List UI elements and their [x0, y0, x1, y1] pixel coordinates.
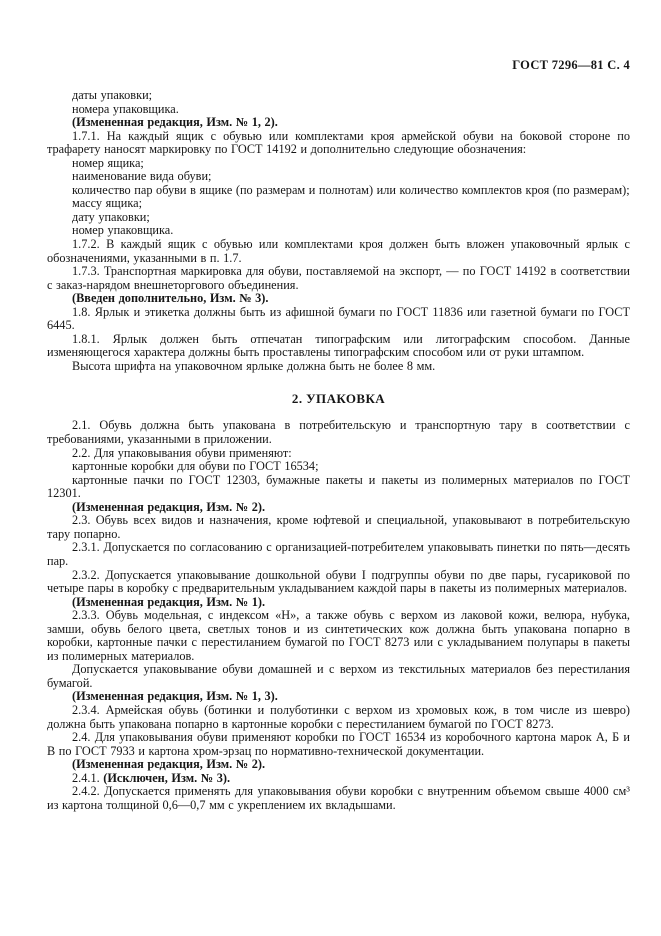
page-header: ГОСТ 7296—81 С. 4 [512, 58, 630, 72]
paragraph: картонные коробки для обуви по ГОСТ 16534; [72, 459, 319, 474]
document-content [47, 89, 630, 812]
paragraph: номер ящика; [72, 155, 144, 170]
paragraph: Высота шрифта на упаковочном ярлыке должна быть не более 8 мм. [72, 358, 436, 373]
paragraph: 1.8. Ярлык и этикетка должны быть из афишной бумаги по ГОСТ 11836 или газетной бумаги по ГОСТ 6445. [47, 304, 630, 333]
paragraph: наименование вида обуви; [72, 169, 212, 184]
amendment-note: (Измененная редакция, Изм. № 2). [72, 499, 266, 514]
paragraph: 2.3.3. Обувь модельная, с индексом «Н», а также обувь с верхом из лаковой кожи, велюра, нубука, замши, обувь белого цвета, светлых тонов и из синтетических кож должна быть упакована попарно в коробки, картонные пачки с перестиланием бумагой по ГОСТ 8273 или с укладыванием полупары в пакеты из полимерных материалов. [47, 608, 630, 663]
paragraph: картонные пачки по ГОСТ 12303, бумажные пакеты и пакеты из полимерных материалов по ГОСТ 12301. [47, 472, 630, 501]
amendment-note: (Введен дополнительно, Изм. № 3). [72, 291, 269, 306]
paragraph: 2.4.2. Допускается применять для упаковывания обуви коробки с внутренним объемом свыше 4000 см³ из картона толщиной 0,6—0,7 мм с укреплением их вкладышами. [47, 784, 630, 812]
paragraph: Допускается упаковывание обуви домашней и с верхом из текстильных материалов без перестилания бумагой. [47, 662, 630, 690]
section-heading: 2. УПАКОВКА [291, 391, 386, 407]
paragraph [47, 772, 630, 786]
paragraph: 2.1. Обувь должна быть упакована в потребительскую и транспортную тару в соответствии с требованиями, указанными в приложении. [47, 418, 630, 447]
paragraph: 1.8.1. Ярлык должен быть отпечатан типографским или литографским способом. Данные изменяющегося характера должны быть проставлены типографским способом или от руки штампом. [47, 331, 630, 360]
amendment-note: (Исключен, Изм. № 3). [103, 770, 231, 785]
paragraph: 2.4. Для упаковывания обуви применяют коробки по ГОСТ 16534 из коробочного картона марок А, Б и В по ГОСТ 7933 и картона хром-эрзац по нормативно-технической документации. [47, 730, 630, 758]
paragraph: 2.2. Для упаковывания обуви применяют: [72, 445, 292, 460]
paragraph: массу ящика; [72, 196, 143, 211]
amendment-note: (Измененная редакция, Изм. № 2). [72, 757, 266, 772]
paragraph: 1.7.2. В каждый ящик с обувью или комплектами кроя должен быть вложен упаковочный ярлык с обозначениями, указанными в п. 1.7. [47, 237, 630, 265]
paragraph: количество пар обуви в ящике (по размерам и полнотам) или количество комплектов кроя (по размерам); [72, 182, 630, 197]
paragraph: 1.7.3. Транспортная маркировка для обуви, поставляемой на экспорт, — по ГОСТ 14192 в соответствии с заказ-нарядом внешнеторгового объединения. [47, 264, 630, 292]
paragraph: дату упаковки; [72, 209, 150, 224]
paragraph: 2.3.2. Допускается упаковывание дошкольной обуви I подгруппы обуви по две пары, гусариковой по четыре пары в коробку с предварительным укладыванием каждой пары в пакеты из полимерных материалов. [47, 567, 630, 596]
paragraph: номер упаковщика. [72, 223, 174, 238]
clause-number: 2.4.1. [72, 770, 104, 785]
amendment-note: (Измененная редакция, Изм. № 1, 2). [72, 115, 278, 130]
paragraph: номера упаковщика. [72, 101, 179, 116]
paragraph: даты упаковки; [72, 88, 153, 102]
paragraph: 1.7.1. На каждый ящик с обувью или комплектами кроя армейской обуви на боковой стороне по трафарету наносят маркировку по ГОСТ 14192 и дополнительно следующие обозначения: [47, 128, 630, 157]
paragraph: 2.3.1. Допускается по согласованию с организацией-потребителем упаковывать пинетки по пять—десять пар. [47, 540, 630, 568]
amendment-note: (Измененная редакция, Изм. № 1). [72, 594, 266, 609]
amendment-note: (Измененная редакция, Изм. № 1, 3). [72, 689, 278, 704]
paragraph: 2.3. Обувь всех видов и назначения, кроме юфтевой и специальной, упаковывают в потребительскую тару попарно. [47, 513, 630, 541]
paragraph: 2.3.4. Армейская обувь (ботинки и полуботинки с верхом из хромовых кож, в том числе из шевро) должна быть упакована попарно в картонные коробки с перестиланием бумагой по ГОСТ 8273. [47, 702, 630, 731]
